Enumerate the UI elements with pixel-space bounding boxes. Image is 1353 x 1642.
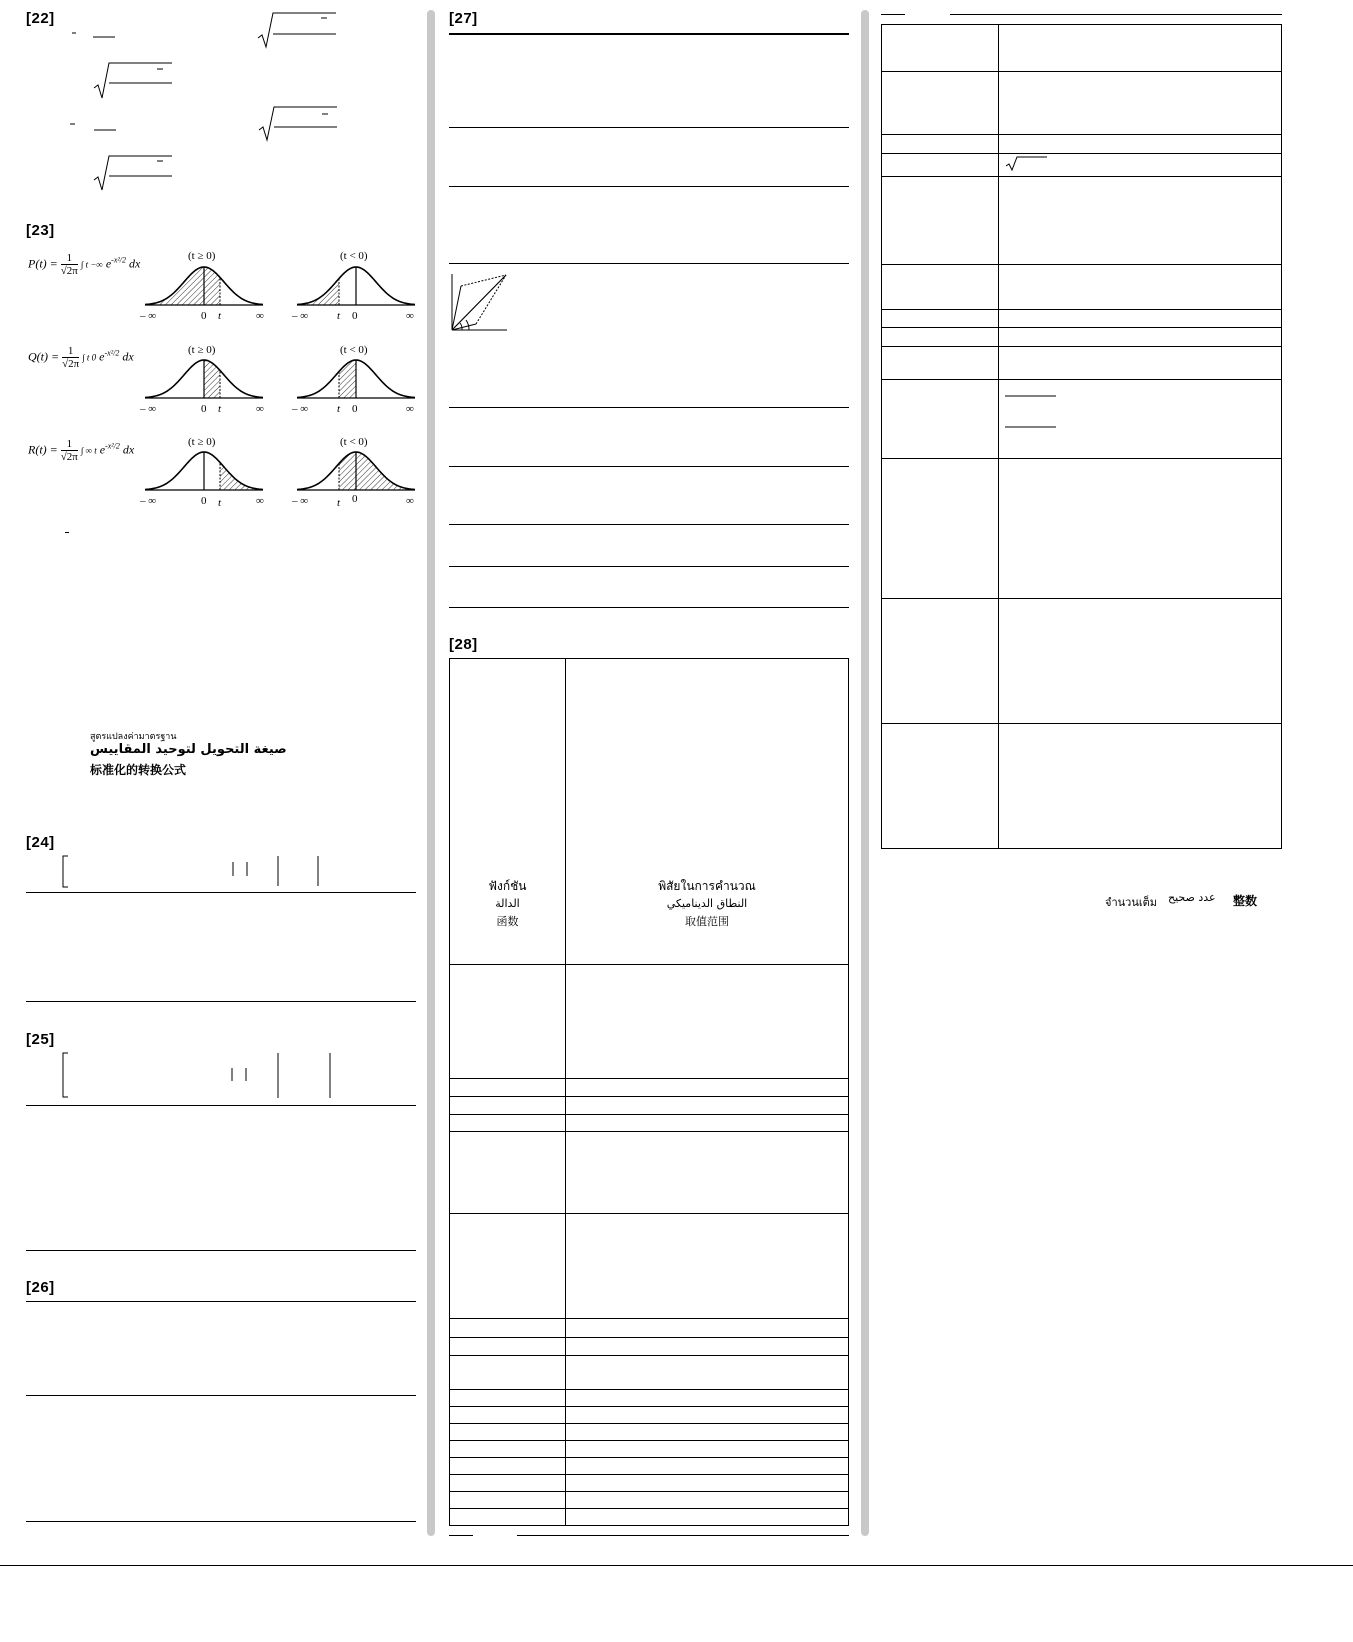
function-header-arabic: الدالة: [495, 897, 520, 910]
table-row: [882, 72, 1282, 135]
table-row: [450, 1214, 849, 1319]
table-row: [882, 724, 1282, 849]
axis-inf-1b: ∞: [406, 310, 414, 322]
axis-t-3a: t: [218, 497, 222, 509]
axis-neg-inf-1b: – ∞: [292, 310, 309, 322]
table-row: [882, 310, 1282, 328]
function-header-thai: ฟังก์ชัน: [488, 879, 527, 893]
axis-neg-inf-2a: – ∞: [140, 403, 157, 415]
r-formula-limits: ∫ ∞ t: [80, 445, 97, 456]
table-row: [450, 1441, 849, 1458]
rule-26-mid: [26, 1395, 416, 1396]
sqrt-cell: [999, 154, 1282, 177]
section-26-title: [26]: [26, 1279, 55, 1296]
function-table-continued: [881, 24, 1282, 849]
curve-r-neg-label: (t < 0): [340, 436, 368, 448]
table-row: [450, 1407, 849, 1424]
rule-27-3: [449, 186, 849, 187]
sqrt-symbol: [999, 154, 1049, 172]
table-row: [450, 1509, 849, 1526]
table-row: [450, 1475, 849, 1492]
axis-inf-3a: ∞: [256, 495, 264, 507]
p-formula-lhs: P(t) =: [28, 256, 58, 271]
table-row: [450, 1115, 849, 1132]
axis-inf-2a: ∞: [256, 403, 264, 415]
axis-zero-1a: 0: [201, 310, 207, 322]
curve-q-neg-shaded-area: [339, 360, 356, 398]
axis-zero-3a: 0: [201, 495, 207, 507]
section-25-title: [25]: [26, 1031, 55, 1048]
table-row: [882, 25, 1282, 72]
integer-label-arabic: عدد صحيح: [1168, 891, 1216, 904]
section-22-formula-figure: [60, 10, 360, 195]
rule-27-1: [449, 33, 849, 35]
column-divider-1: [427, 10, 435, 1536]
section-22-title: [22]: [26, 10, 55, 27]
curve-r-neg-shaded-area: [339, 452, 415, 490]
r-formula-lhs: R(t) =: [28, 442, 58, 457]
curve-q-neg-label: (t < 0): [340, 344, 368, 356]
table-row: [450, 1458, 849, 1475]
axis-t-1b: t: [337, 310, 341, 322]
axis-inf-1a: ∞: [256, 310, 264, 322]
axis-t-1a: t: [218, 310, 222, 322]
axis-neg-inf-3b: – ∞: [292, 495, 309, 507]
range-header-thai: พิสัยในการคำนวณ: [658, 879, 756, 893]
p-formula-limits: ∫ t −∞: [80, 259, 103, 270]
table-row: [882, 328, 1282, 347]
rule-col3-left: [881, 14, 905, 15]
integer-label-thai: จำนวนเต็ม: [1105, 896, 1157, 909]
standardization-thai: สูตรแปลงค่ามาตรฐาน: [90, 732, 177, 742]
table-row: [450, 1338, 849, 1356]
p-formula-dx: dx: [129, 256, 141, 271]
page-bottom-rule: [0, 1565, 1353, 1566]
function-header: [450, 659, 566, 965]
normal-curves-figure: [140, 245, 425, 515]
rule-27-6: [449, 466, 849, 467]
p-formula-numerator: 1: [61, 252, 78, 265]
curve-p-neg-shaded-area: [297, 279, 339, 305]
r-formula-integrand: e: [99, 442, 106, 457]
section-23-title: [23]: [26, 222, 55, 239]
section-27-title: [27]: [449, 10, 478, 27]
function-range-table: [449, 658, 849, 1526]
rule-24-top: [26, 892, 416, 893]
axis-zero-1b: 0: [352, 310, 358, 322]
table-row: [882, 177, 1282, 265]
range-header-chinese: 取值范围: [685, 915, 729, 928]
section-25-bracket-figure: [60, 1050, 340, 1102]
r-formula: R(t) = $\frac{1}{√2\pi}$ ∫ ∞ t $e^{-x^2/2}$ dx: [28, 438, 135, 463]
q-formula-limits: ∫ t 0: [82, 352, 97, 363]
p-formula: P(t) = $\frac{1}{√2\pi}$ ∫ t −∞ $e^{-x^2/2}$ dx: [28, 252, 141, 277]
axis-zero-2a: 0: [201, 403, 207, 415]
r-formula-dx: dx: [122, 442, 135, 457]
axis-zero-2b: 0: [352, 403, 358, 415]
axis-inf-2b: ∞: [406, 403, 414, 415]
fraction-bars: [999, 380, 1059, 440]
rule-28-right: [517, 1535, 849, 1536]
curve-q-pos-shaded-area: [204, 360, 220, 398]
rule-25-bottom: [26, 1250, 416, 1251]
q-formula-numerator: 1: [62, 345, 79, 358]
p-formula-denominator: √2π: [60, 265, 78, 277]
standardization-arabic: صيغة التحويل لتوحيد المقاييس: [90, 742, 287, 757]
rule-24-bottom: [26, 1001, 416, 1002]
function-header-chinese: 函数: [496, 915, 519, 928]
table-row: [882, 135, 1282, 154]
rule-27-2: [449, 127, 849, 128]
table-row: [882, 265, 1282, 310]
rule-27-4: [449, 263, 849, 264]
rule-25-top: [26, 1105, 416, 1106]
curve-p-pos-shaded-area: [145, 267, 220, 305]
axis-t-2b: t: [337, 403, 341, 415]
table-row: [882, 154, 1282, 177]
curve-r-pos-shaded-area: [220, 462, 263, 490]
curve-p-neg-label: (t < 0): [340, 250, 368, 262]
table-row: [882, 347, 1282, 380]
axis-neg-inf-3a: – ∞: [140, 495, 157, 507]
r-formula-numerator: 1: [61, 438, 78, 451]
curve-q-pos-label: (t ≥ 0): [188, 344, 216, 356]
rule-27-5: [449, 407, 849, 408]
q-formula-dx: dx: [122, 349, 134, 364]
section-24-bracket-figure: [60, 852, 330, 892]
axis-neg-inf-2b: – ∞: [292, 403, 309, 415]
table-row: [450, 1132, 849, 1214]
table-header-row: [450, 659, 849, 965]
rule-col3-right: [950, 14, 1282, 15]
curve-p-pos-label: (t ≥ 0): [188, 250, 216, 262]
table-row: [882, 459, 1282, 599]
q-formula-denominator: √2π: [62, 358, 80, 370]
axis-zero-3b: 0: [352, 493, 358, 505]
table-row: [882, 599, 1282, 724]
r-formula-denominator: √2π: [60, 451, 78, 463]
small-dash: [65, 532, 69, 533]
p-formula-integrand: e: [105, 256, 112, 271]
rule-27-9: [449, 607, 849, 608]
axis-neg-inf-1a: – ∞: [140, 310, 157, 322]
table-row: [450, 1424, 849, 1441]
standardization-chinese: 标准化的转换公式: [90, 763, 187, 777]
rule-26-top: [26, 1301, 416, 1302]
q-formula-integrand: e: [99, 349, 105, 364]
fraction-cell: [999, 380, 1282, 459]
rule-27-8: [449, 566, 849, 567]
table-row: [450, 1079, 849, 1097]
axis-t-3b: t: [337, 497, 341, 509]
rule-27-7: [449, 524, 849, 525]
range-header: [566, 659, 849, 965]
axis-inf-3b: ∞: [406, 495, 414, 507]
table-row: [450, 1356, 849, 1390]
table-row: [882, 380, 1282, 459]
section-24-title: [24]: [26, 834, 55, 851]
q-formula: Q(t) = $\frac{1}{√2\pi}$ ∫ t 0 $e^{-x^2/2}$ dx: [28, 345, 134, 370]
rule-28-left: [449, 1535, 473, 1536]
q-formula-lhs: Q(t) =: [28, 349, 60, 364]
range-header-arabic: النطاق الديناميكي: [666, 897, 748, 910]
vector-diagram: [449, 270, 511, 334]
axis-t-2a: t: [218, 403, 222, 415]
table-row: [450, 1319, 849, 1338]
section-28-title: [28]: [449, 636, 478, 653]
table-row: [450, 965, 849, 1079]
rule-26-bottom: [26, 1521, 416, 1522]
table-row: [450, 1097, 849, 1115]
curve-r-pos-label: (t ≥ 0): [188, 436, 216, 448]
table-row: [450, 1390, 849, 1407]
integer-label-chinese: 整数: [1233, 894, 1258, 908]
column-divider-2: [861, 10, 869, 1536]
table-row: [450, 1492, 849, 1509]
